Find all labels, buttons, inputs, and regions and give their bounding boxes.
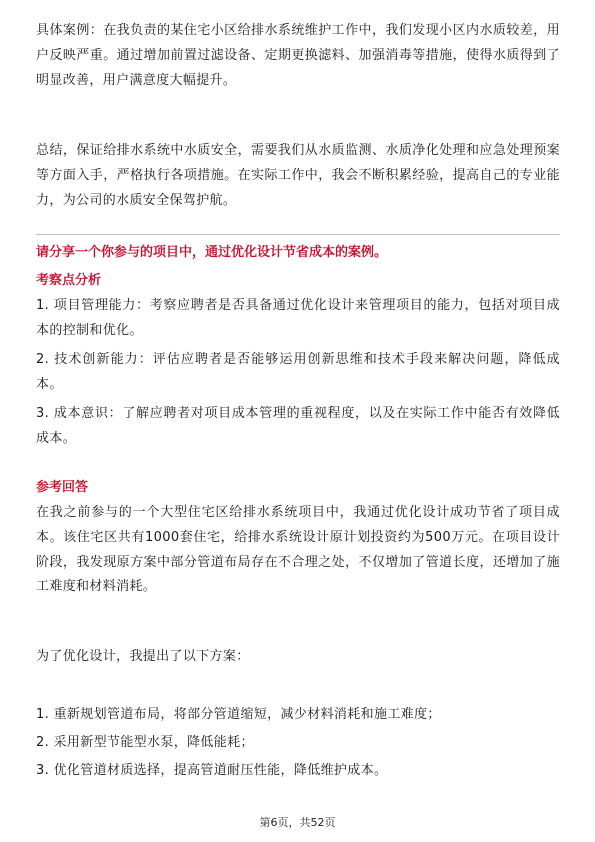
reference-lead-paragraph: 为了优化设计，我提出了以下方案： <box>36 649 250 664</box>
section-divider <box>36 234 560 235</box>
page-footer: 第6页，共52页 <box>259 816 336 829</box>
reference-step-3: 3. 优化管道材质选择，提高管道耐压性能，降低维护成本。 <box>36 763 388 778</box>
case-example-paragraph: 具体案例：在我负责的某住宅小区给排水系统维护工作中，我们发现小区内水质较差，用户反映严重。通过增加前置过滤设备、定期更换滤料、加强消毒等措施，使得水质得到了明显改善，用户满意度大幅提升。 <box>36 23 560 88</box>
question-heading: 请分享一个你参与的项目中，通过优化设计节省成本的案例。 <box>36 245 388 260</box>
reference-intro-paragraph: 在我之前参与的一个大型住宅区给排水系统项目中，我通过优化设计成功节省了项目成本。该住宅区共有1000套住宅，给排水系统设计原计划投资约为500万元。在项目设计阶段，我发现原方案中部分管道布局存在不合理之处，不仅增加了管道长度，还增加了施工难度和材料消耗。 <box>36 505 560 595</box>
analysis-point-2: 2. 技术创新能力：评估应聘者是否能够运用创新思维和技术手段来解决问题，降低成本。 <box>36 352 560 392</box>
reference-heading: 参考回答 <box>36 480 89 495</box>
analysis-point-3: 3. 成本意识：了解应聘者对项目成本管理的重视程度，以及在实际工作中能否有效降低成本。 <box>36 406 560 446</box>
summary-paragraph: 总结，保证给排水系统中水质安全，需要我们从水质监测、水质净化处理和应急处理预案等方面入手，严格执行各项措施。在实际工作中，我会不断积累经验，提高自己的专业能力，为公司的水质安全保驾护航。 <box>36 143 560 208</box>
reference-step-2: 2. 采用新型节能型水泵，降低能耗； <box>36 735 254 750</box>
analysis-heading: 考察点分析 <box>36 273 102 288</box>
analysis-point-1: 1. 项目管理能力：考察应聘者是否具备通过优化设计来管理项目的能力，包括对项目成本的控制和优化。 <box>36 298 560 338</box>
reference-step-1: 1. 重新规划管道布局，将部分管道缩短，减少材料消耗和施工难度； <box>36 707 441 722</box>
